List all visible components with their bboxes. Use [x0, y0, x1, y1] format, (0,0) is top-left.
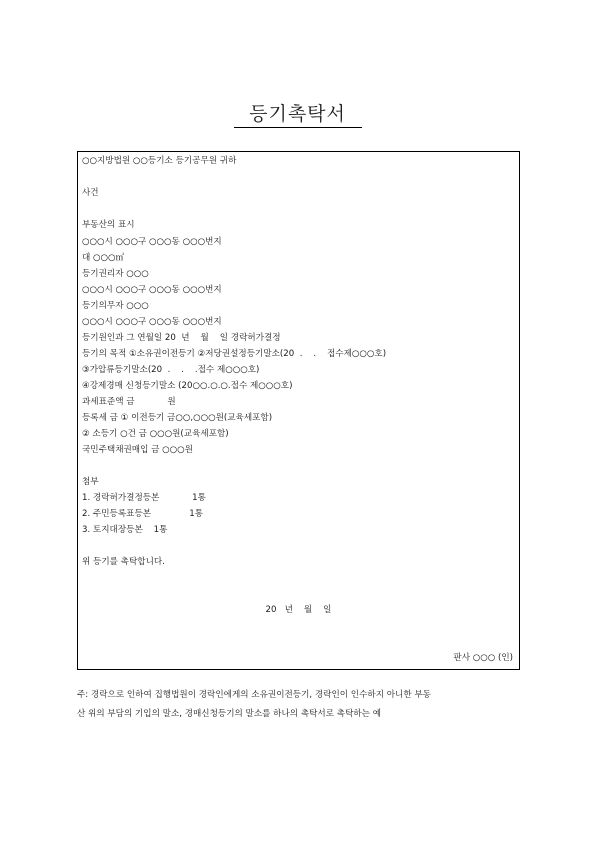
obligor-address: ○○○시 ○○○구 ○○○동 ○○○번지 [82, 317, 222, 327]
tax-base-line: 과세표준액 금 원 [82, 397, 176, 407]
attachments-heading: 첨부 [82, 477, 99, 487]
housing-bond-line: 국민주택채권매입 금 ○○○원 [82, 445, 193, 455]
registration-cause-line: 등기원인과 그 연월일 20 년 월 일 경락허가결정 [82, 333, 281, 343]
addressee-line: ○○지방법원 ○○등기소 등기공무원 귀하 [82, 156, 237, 166]
property-area: 대 ○○○㎡ [82, 253, 125, 263]
judge-signature: 판사 ○○○ (인) [453, 653, 513, 663]
document-title: 등기촉탁서 [249, 103, 346, 125]
property-address: ○○○시 ○○○구 ○○○동 ○○○번지 [82, 237, 222, 247]
attachment-item-2: 2. 주민등록표등본 1통 [82, 509, 204, 519]
right-holder-address: ○○○시 ○○○구 ○○○동 ○○○번지 [82, 285, 222, 295]
registration-purpose-line: 등기의 목적 ①소유권이전등기 ②저당권설정등기말소(20 . . 접수제○○○호) [82, 349, 387, 359]
title-underline [234, 127, 362, 128]
request-statement: 위 등기를 촉탁합니다. [82, 557, 165, 567]
provisional-seizure-line: ③가압류등기말소(20 . . .접수 제○○○호) [82, 365, 260, 375]
auction-cancellation-line: ④강제경매 신청등기말소 (20○○.○.○.접수 제○○○호) [82, 381, 293, 391]
right-holder-line: 등기권리자 ○○○ [82, 269, 149, 279]
registration-tax-line: 등록세 금 ① 이전등기 금○○,○○○원(교육세포함) [82, 413, 273, 423]
property-heading: 부동산의 표시 [82, 220, 135, 230]
obligor-line: 등기의무자 ○○○ [82, 301, 149, 311]
attachment-item-3: 3. 토지대장등본 1통 [82, 525, 168, 535]
date-line: 20 년 월 일 [265, 605, 332, 615]
form-box [77, 151, 520, 670]
attachment-item-1: 1. 경락허가결정등본 1통 [82, 493, 206, 503]
case-line: 사건 [82, 188, 99, 198]
cancellation-fee-line: ② 소등기 ○건 금 ○○○원(교육세포함) [82, 429, 229, 439]
footnote-line-2: 산 위의 부담의 기입의 말소, 경매신청등기의 말소를 하나의 촉탁서로 촉탁하는 예 [77, 709, 382, 719]
footnote-line-1: 주: 경락으로 인하여 집행법원이 경락인에게의 소유권이전등기, 경락인이 인수하지 아니한 부동 [77, 690, 431, 700]
